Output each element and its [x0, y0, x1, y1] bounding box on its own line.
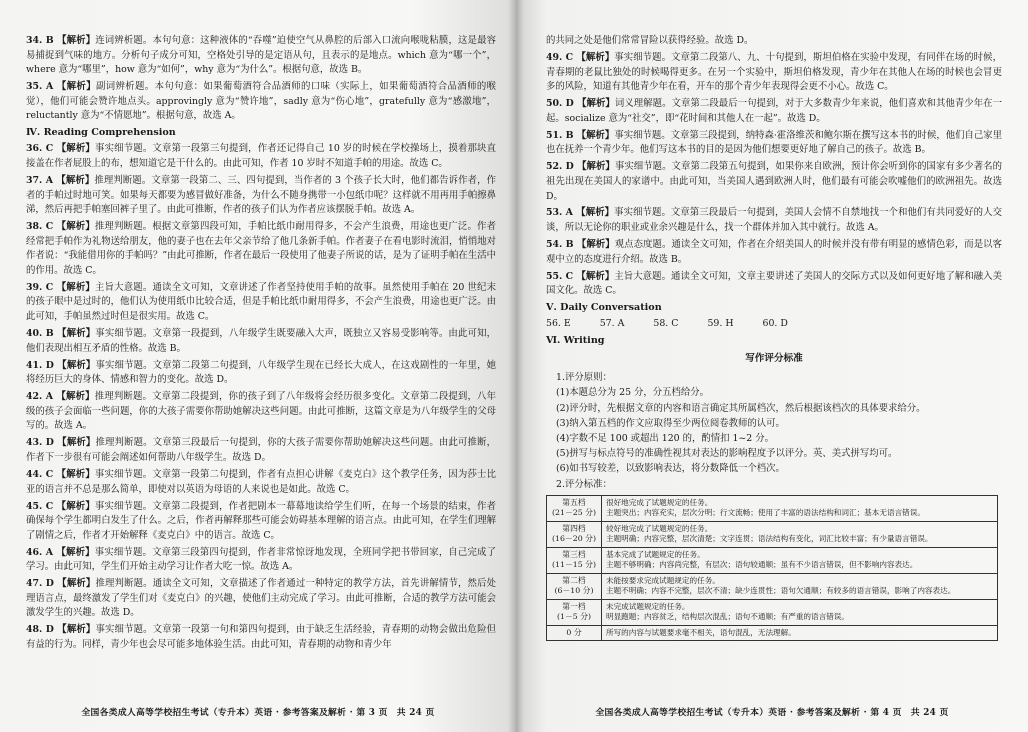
answer-entry: 37. A 【解析】推理判断题。文章第一段第二、三、四句提到，当作者的 3 个孩子长大时，他们都告诉作者，作者的手帕过时地可笑。如果每天都要为感冒做好准备，为什么不随身携带一小包纸巾呢？这样就不用再用手帕擦鼻涕，然后再把手帕塞回裤子里了。由此可推断，作者的孩子们认为作者应该摆脱手帕。故选 A。	[26, 174, 496, 216]
page-footer: 全国各类成人高等学校招生考试（专升本）英语 · 参考答案及解析 · 第 4 页 共 24 页	[595, 708, 949, 718]
answer-entry: 34. B 【解析】连词辨析题。本句句意：这种液体的“吞噬”迫使空气从鼻腔的后部入口流向喉咙粘膜，这是最容易捕捉到气味的地方。分析句子成分可知，空格处引导的是定语从句，且表示的是地点。which 意为“哪一个”，where 意为“哪里”，how 意为“如何”，why 意为“为什么”。根据句意，故选 B。	[26, 35, 496, 76]
answer-entry: 46. A 【解析】事实细节题。文章第三段第四句提到，作者非常惊讶地发现，全班同学把书带回家，自己完成了学习。由此可知，学生们开始主动学习让作者大吃一惊。故选 A。	[26, 546, 496, 573]
answer-entry: 54. B 【解析】观点态度题。通读全文可知，作者在介绍美国人的时候并没有带有明显的感情色彩，而是以客观中立的态度进行介绍。故选 B。	[546, 239, 1002, 265]
answer-item: 57. A	[599, 318, 625, 330]
rubric-description: 未完成试题规定的任务。 明显跑题；内容贫乏，结构层次混乱；语句不通顺；有严重的语言错误。	[602, 599, 998, 625]
table-row	[547, 573, 998, 599]
rubric-level: 第四档 (16－20 分)	[547, 521, 602, 547]
table-row	[547, 495, 998, 521]
section-heading-conversation: Ⅴ. Daily Conversation	[546, 302, 662, 314]
answer-entry: 38. C 【解析】推理判断题。根据文章第四段可知，手帕比纸巾耐用得多，不会产生浪费，用途也更广泛。作者经常把手帕作为礼物送给朋友，他的妻子也在去年父亲节给了他几条新手帕。作者妻子在看电影时流泪，悄悄地对作者说：“我能借用你的手帕吗？”由此可推断，作者在最后一段使用了他妻子所说的话，是为了证明手帕在生活中的作用。故选 C。	[26, 221, 496, 276]
answer-entry: 48. D 【解析】事实细节题。文章第一段第一句和第四句提到，由于缺乏生活经验，青春期的动物会做出危险但有益的行为。同样，青少年也会尽可能多地体验生活。由此可知，青春期的动物和青少年	[26, 624, 496, 651]
criteria-item: (4)字数不足 100 或超出 120 的，酌情扣 1~2 分。	[556, 433, 774, 445]
answer-item: 60. D	[762, 318, 788, 330]
answer-entry: 41. D 【解析】事实细节题。文章第二段第二句提到，八年级学生现在已经长大成人，在这戏剧性的一年里，她将经历巨大的身体、情感和智力的变化。故选 D。	[26, 359, 496, 386]
writing-title: 写作评分标准	[745, 353, 803, 365]
book-gutter	[508, 0, 524, 732]
rubric-description: 较好地完成了试题规定的任务。 主题明确；内容完整，层次清楚；文字连贯；语法结构有变化，词汇比较丰富；有少量语言错误。	[602, 521, 998, 547]
rubric-table	[546, 495, 998, 642]
rubric-description: 很好地完成了试题规定的任务。 主题突出；内容充实，层次分明；行文流畅；使用了丰富的语法结构和词汇；基本无语言错误。	[602, 495, 998, 521]
page-footer: 全国各类成人高等学校招生考试（专升本）英语 · 参考答案及解析 · 第 3 页 共 24 页	[81, 708, 435, 718]
right-page	[516, 0, 1028, 732]
rubric-description: 基本完成了试题规定的任务。 主题不够明确；内容尚完整，有层次；语句较通顺；虽有不少语言错误，但不影响内容表达。	[602, 547, 998, 573]
answer-entry: 的共同之处是他们常常冒险以获得经验。故选 D。	[546, 35, 754, 46]
criteria-item: (6)如书写较差，以致影响表达，将分数降低一个档次。	[556, 463, 785, 475]
answer-entry: 42. A 【解析】推理判断题。文章第二段提到，你的孩子到了八年级将会经历很多变化。文章第二段提到，八年级的孩子会面临一些问题，你的大孩子需要你帮助她解决这些问题。由此可推断，这篇文章是为八年级学生的父母写的。故选 A。	[26, 391, 496, 432]
section-heading-reading: Ⅳ. Reading Comprehension	[26, 127, 176, 139]
answer-entry: 45. C 【解析】事实细节题。文章第二段提到，作者把剧本一幕幕地读给学生们听，在每一个场景的结束，作者确保每个学生都明白发生了什么。之后，作者再解释那些可能会妨碍基本理解的语言点。由此可知，在学生们理解了剧情之后，作者才开始解释《麦克白》中的语言。故选 C。	[26, 500, 496, 541]
table-row	[547, 599, 998, 625]
answer-entry: 44. C 【解析】事实细节题。文章第一段第二句提到，作者有点担心讲解《麦克白》这个教学任务，因为莎士比亚的语言并不总是那么简单，即使对以英语为母语的人来说也是如此。故选 C。	[26, 468, 496, 495]
answer-item: 56. E	[546, 318, 571, 330]
rubric-heading: 2.评分标准：	[556, 478, 612, 490]
rubric-level: 第一档 (1－5 分)	[547, 599, 602, 625]
table-row	[547, 521, 998, 547]
answer-entry: 50. D 【解析】词义理解题。文章第二段最后一句提到，对于大多数青少年来说，他们喜欢和其他青少年在一起。socialize 意为“社交”，即“花时间和其他人在一起”。故选 D。	[546, 98, 1003, 124]
conversation-answers	[546, 317, 1002, 331]
right-entries	[546, 34, 1002, 299]
rubric-level: 第三档 (11－15 分)	[547, 547, 602, 573]
criteria-item: (1)本题总分为 25 分，分五档给分。	[556, 387, 710, 399]
answer-entry: 36. C 【解析】事实细节题。文章第一段第三句提到，作者还记得自己 10 岁的时候在学校操场上，摸着那块直接盖在作者屁股上的布，想知道它是干什么的。由此可知，作者 10 岁时不知道手帕的用途。故选 C。	[26, 143, 496, 169]
answer-entry: 51. B 【解析】事实细节题。文章第三段提到，纳特森·霍洛维茨和鲍尔斯在撰写这本书的时候，他们自己家里也在抚养一个青少年。他们写这本书的目的是因为他们想要更好地了解自己的孩子。故选 B。	[546, 129, 1002, 156]
rubric-level: 第五档 (21－25 分)	[547, 495, 602, 521]
rubric-level: 0 分	[547, 625, 602, 641]
left-entries	[26, 34, 496, 124]
table-row	[547, 547, 998, 573]
answer-entry: 40. B 【解析】事实细节题。文章第一段提到，八年级学生既要融入大声，既独立又容易受影响等。由此可知，他们表现出相互矛盾的性格。故选 B。	[26, 328, 496, 354]
answer-entry: 39. C 【解析】主旨大意题。通读全文可知，文章讲述了作者坚持使用手帕的故事。虽然使用手帕在 20 世纪末的孩子眼中是过时的，他们认为使用纸巾比较合适，但是手帕比纸巾耐用得多，不会产生浪费，用途也更广泛。由此可知，手帕虽然过时但是很实用。故选 C。	[26, 281, 496, 323]
answer-item: 58. C	[653, 318, 679, 330]
answer-entry: 43. D 【解析】推理判断题。文章第三段最后一句提到，你的大孩子需要你帮助她解决这些问题。由此可推断，作者下一步很有可能会阐述如何帮助八年级学生。故选 D。	[26, 437, 496, 463]
table-row	[547, 625, 998, 641]
rubric-description: 未能按要求完成试题规定的任务。 主题不明确；内容不完整，层次不清；缺少连贯性；语句欠通顺；有较多的语言错误，影响了内容表达。	[602, 573, 998, 599]
answer-entry: 47. D 【解析】推理判断题。通读全文可知，文章描述了作者通过一种特定的教学方法，首先讲解情节，然后处理语言点，最终激发了学生们对《麦克白》的兴趣，使他们主动完成了学习。由此可推断，合适的教学方法可能会激发学生的兴趣。故选 D。	[26, 578, 496, 619]
answer-entry: 53. A 【解析】事实细节题。文章第三段最后一句提到，美国人会情不自禁地找一个和他们有共同爱好的人交谈，所以无论你的职业或业余兴趣是什么，找一个群体并加入其中就行。故选 A。	[546, 207, 1002, 234]
answer-entry: 52. D 【解析】事实细节题。文章第二段第五句提到，如果你来自欧洲，预计你会听到你的国家有多少著名的祖先出现在美国人的家谱中。由此可知，当美国人遇到欧洲人时，他们最有可能会吹嘘他们的欧洲祖先。故选 D。	[546, 161, 1003, 202]
answer-entry: 55. C 【解析】主旨大意题。通读全文可知，文章主要讲述了美国人的交际方式以及如何更好地了解和融入美国文化。故选 C。	[546, 270, 1002, 297]
reading-entries	[26, 142, 496, 652]
criteria-item: (2)评分时，先根据文章的内容和语言确定其所属档次，然后根据该档次的具体要求给分。	[556, 402, 926, 414]
section-heading-writing: Ⅵ. Writing	[546, 335, 605, 347]
criteria-heading: 1.评分原则：	[556, 372, 612, 384]
answer-item: 59. H	[707, 318, 734, 330]
criteria-item: (3)纳入第五档的作文应取得至少两位阅卷教师的认可。	[556, 417, 785, 429]
rubric-level: 第二档 (6－10 分)	[547, 573, 602, 599]
criteria-item: (5)拼写与标点符号的准确性视其对表达的影响程度予以评分。英、美式拼写均可。	[556, 448, 898, 460]
answer-entry: 35. A 【解析】副词辨析题。本句句意：如果葡萄酒符合品酒师的口味（实际上，如果葡萄酒符合品酒师的喉觉），他们可能会赞许地点头。approvingly 意为“赞许地”，sadly 意为“伤心地”，gratefully 意为“感激地”，reluctantly 意为“不情愿地”。根据句意，故选 A。	[26, 81, 496, 122]
rubric-description: 所写的内容与试题要求毫不相关，语句混乱，无法理解。	[602, 625, 998, 641]
answer-entry: 49. C 【解析】事实细节题。文章第二段第八、九、十句提到，斯坦伯格在实验中发现，有同伴在场的时候，青春期的老鼠比独处的时候喝得更多。在另一个实验中，斯坦伯格发现，青少年在其他人在场的时候也会冒更多的风险，知道有其他青少年在看，开车的那个青少年表现得会更不小心。故选 C。	[546, 51, 1002, 93]
